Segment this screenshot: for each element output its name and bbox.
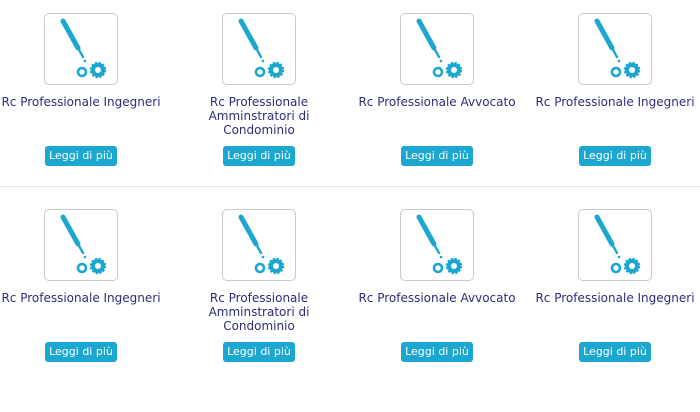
product-title: Rc Professionale Amminstratori di Condominio [208, 291, 310, 333]
hammer-gear-icon [579, 14, 653, 86]
hammer-gear-icon [223, 14, 297, 86]
read-more-button[interactable]: Leggi di più [401, 146, 473, 166]
product-card [174, 0, 344, 170]
product-image[interactable] [222, 13, 296, 85]
hammer-gear-icon [223, 210, 297, 282]
read-more-button[interactable]: Leggi di più [45, 146, 117, 166]
product-row [0, 196, 700, 366]
product-card [530, 196, 700, 366]
row-divider [0, 186, 700, 187]
product-card [352, 196, 522, 366]
product-image[interactable] [400, 209, 474, 281]
read-more-button[interactable]: Leggi di più [401, 342, 473, 362]
product-card [530, 0, 700, 170]
product-title: Rc Professionale Avvocato [358, 291, 516, 305]
product-title: Rc Professionale Avvocato [358, 95, 516, 109]
read-more-button[interactable]: Leggi di più [579, 146, 651, 166]
product-title: Rc Professionale Amminstratori di Condominio [208, 95, 310, 137]
product-row [0, 0, 700, 170]
product-image[interactable] [44, 13, 118, 85]
product-card [0, 196, 166, 366]
product-title: Rc Professionale Ingegneri [1, 291, 161, 305]
product-image[interactable] [44, 209, 118, 281]
product-image[interactable] [578, 13, 652, 85]
product-title: Rc Professionale Ingegneri [1, 95, 161, 109]
read-more-button[interactable]: Leggi di più [223, 342, 295, 362]
product-card [174, 196, 344, 366]
product-card [0, 0, 166, 170]
read-more-button[interactable]: Leggi di più [579, 342, 651, 362]
read-more-button[interactable]: Leggi di più [223, 146, 295, 166]
product-title: Rc Professionale Ingegneri [535, 291, 695, 305]
hammer-gear-icon [401, 210, 475, 282]
product-image[interactable] [400, 13, 474, 85]
product-image[interactable] [222, 209, 296, 281]
hammer-gear-icon [45, 210, 119, 282]
product-card [352, 0, 522, 170]
hammer-gear-icon [579, 210, 653, 282]
hammer-gear-icon [401, 14, 475, 86]
product-image[interactable] [578, 209, 652, 281]
hammer-gear-icon [45, 14, 119, 86]
product-title: Rc Professionale Ingegneri [535, 95, 695, 109]
read-more-button[interactable]: Leggi di più [45, 342, 117, 362]
